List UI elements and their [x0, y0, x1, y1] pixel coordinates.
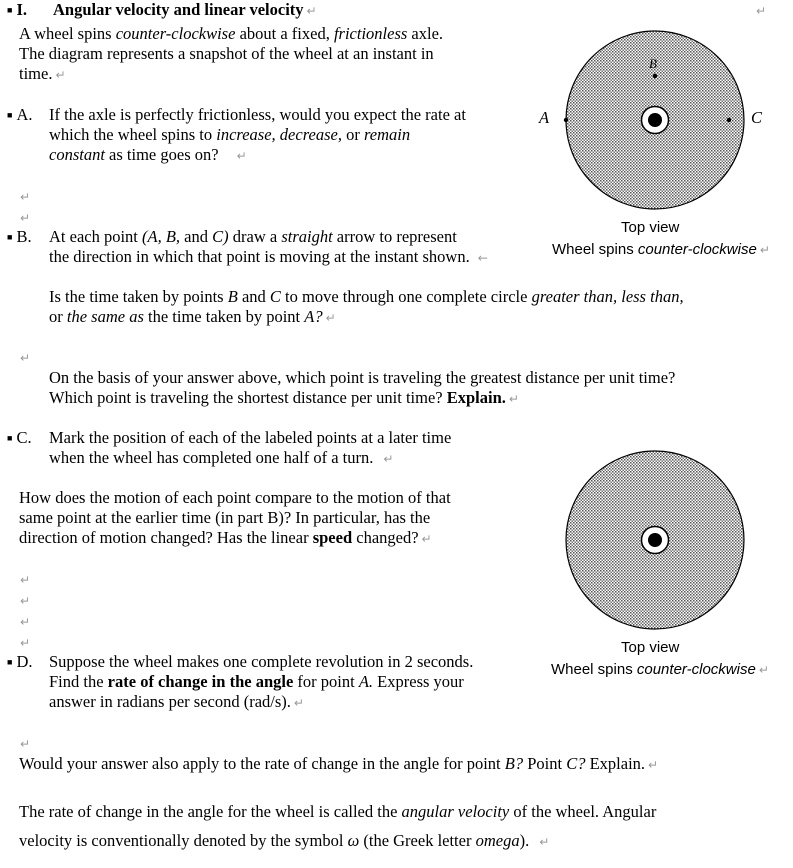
part-d-label: ■ D.: [7, 652, 33, 671]
part-b-line-1: At each point (A, B, and C) draw a straight arrow to represent: [49, 227, 457, 246]
part-b-question-1: Is the time taken by points B and C to move through one complete circle greater than, less than,: [49, 287, 684, 306]
axle: [648, 533, 662, 547]
blank-line: ↵: [20, 211, 31, 225]
label-a: A: [539, 108, 550, 127]
part-c-line-2: when the wheel has completed one half of a turn. ↵: [49, 448, 394, 467]
figure2-caption: Wheel spins counter-clockwise ↵: [551, 661, 769, 678]
part-a-line-1: If the axle is perfectly frictionless, would you expect the rate at: [49, 105, 466, 124]
part-d-line-3: answer in radians per second (rad/s). ↵: [49, 692, 304, 711]
part-c-question-3: direction of motion changed? Has the linear speed changed? ↵: [19, 528, 432, 547]
section-heading: ■ I. Angular velocity and linear velocity ↵: [7, 0, 317, 19]
blank-line: ↵: [20, 636, 31, 650]
blank-line: ↵: [20, 594, 31, 608]
intro-line-1: A wheel spins counter-clockwise about a fixed, frictionless axle.: [19, 24, 444, 43]
part-b-question-3: On the basis of your answer above, which point is traveling the greatest distance per unit time?: [49, 368, 676, 387]
part-a-line-2: which the wheel spins to increase, decrease, or remain: [49, 125, 411, 144]
point-a: [564, 118, 568, 122]
blank-line: ↵: [20, 737, 31, 751]
blank-line: ↵: [20, 615, 31, 629]
intro-line-3: time. ↵: [19, 64, 66, 83]
label-b: B: [649, 56, 657, 71]
corner-mark: ↵: [756, 4, 767, 18]
point-c: [727, 118, 731, 122]
angular-velocity-definition-1: The rate of change in the angle for the wheel is called the angular velocity of the wheel. Angular: [19, 802, 657, 821]
angular-velocity-definition-2: velocity is conventionally denoted by the symbol ω (the Greek letter omega). ↵: [19, 831, 550, 850]
part-d-line-1: Suppose the wheel makes one complete revolution in 2 seconds.: [49, 652, 474, 671]
axle: [648, 113, 662, 127]
label-c: C: [751, 108, 763, 127]
intro-line-2: The diagram represents a snapshot of the wheel at an instant in: [19, 44, 434, 63]
blank-line: ↵: [20, 573, 31, 587]
point-b: [653, 74, 657, 78]
part-b-label: ■ B.: [7, 227, 32, 246]
wheel-bottom: [566, 451, 744, 629]
figure1-caption-title: Top view: [621, 219, 680, 236]
blank-line: ↵: [20, 190, 31, 204]
part-c-question-2: same point at the earlier time (in part B)? In particular, has the: [19, 508, 431, 527]
figure2-caption-title: Top view: [621, 639, 680, 656]
part-d-question-1: Would your answer also apply to the rate of change in the angle for point B? Point C? Explain. ↵: [19, 754, 659, 773]
blank-line: ↵: [20, 351, 31, 365]
part-d-line-2: Find the rate of change in the angle for point A. Express your: [49, 672, 464, 691]
part-b-question-4: Which point is traveling the shortest distance per unit time? Explain. ↵: [49, 388, 519, 407]
part-b-line-2: the direction in which that point is moving at the instant shown. ←: [49, 247, 488, 266]
part-c-line-1: Mark the position of each of the labeled points at a later time: [49, 428, 452, 447]
part-a-label: ■ A.: [7, 105, 33, 124]
part-b-question-2: or the same as the time taken by point A? ↵: [49, 307, 336, 326]
part-a-line-3: constant as time goes on? ↵: [49, 145, 247, 164]
part-c-label: ■ C.: [7, 428, 32, 447]
part-c-question-1: How does the motion of each point compare to the motion of that: [19, 488, 451, 507]
figure1-caption: Wheel spins counter-clockwise ↵: [552, 241, 770, 258]
